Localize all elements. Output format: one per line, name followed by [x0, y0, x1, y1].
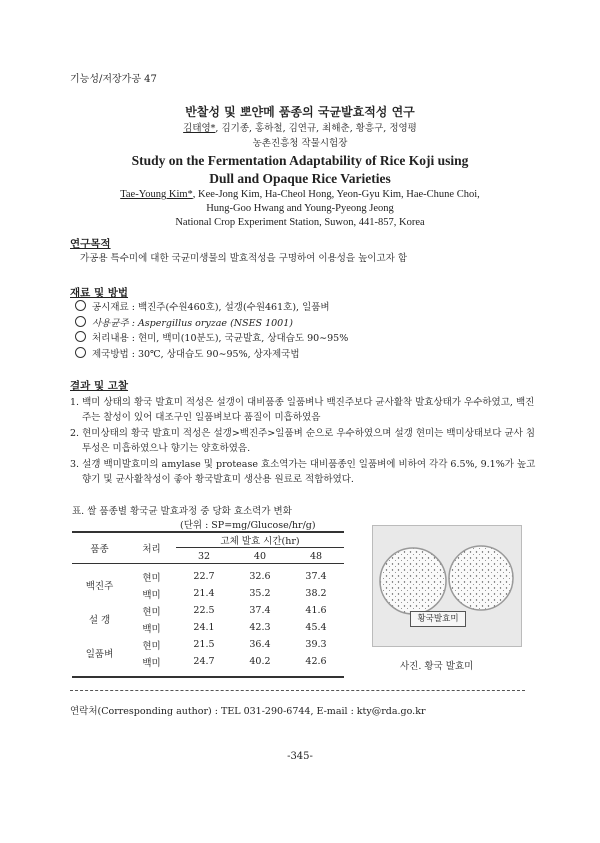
col-variety-header: 품종 — [90, 544, 109, 555]
methods-heading: 재료 및 방법 — [70, 287, 129, 299]
value-cell: 24.7 — [193, 656, 215, 667]
circle-bullet-icon — [75, 300, 86, 311]
korean-coauthors: , 김기종, 홍하철, 김연규, 최해춘, 황흥구, 정영평 — [215, 123, 417, 134]
value-cell: 32.6 — [249, 571, 271, 582]
col-time-header: 48 — [309, 550, 323, 562]
koji-photo — [372, 525, 522, 647]
korean-institution: 농촌진흥청 작물시험장 — [252, 138, 348, 149]
table-unit: (단위 : SP=mg/Glucose/hr/g) — [180, 520, 316, 531]
variety-cell: 설 갱 — [88, 615, 111, 626]
value-cell: 36.4 — [249, 639, 271, 650]
treatment-cell: 현미 — [142, 640, 161, 652]
corresponding-author: 연락처(Corresponding author) : TEL 031-290-6744, E-mail : kty@rda.go.kr — [70, 706, 426, 717]
value-cell: 21.5 — [193, 639, 215, 650]
results-item: 1. 백미 상태의 황국 발효미 적성은 설갱이 대비품종 일품벼나 백진주보다 균사활착 발효상태가 우수하였고, 백진주는 찰성이 있어 대조구인 일품벼보다 품질이 미흡하였음 — [70, 397, 535, 423]
results-list — [70, 395, 540, 488]
value-cell: 42.6 — [305, 656, 327, 667]
value-cell: 42.3 — [249, 622, 271, 633]
english-coauthors-line2: Hung-Goo Hwang and Young-Pyeong Jeong — [206, 203, 394, 214]
english-title — [0, 152, 600, 188]
treatment-cell: 백미 — [142, 589, 161, 601]
value-cell: 41.6 — [305, 605, 327, 616]
circle-bullet-icon — [75, 316, 86, 327]
right-dish — [449, 546, 513, 610]
english-institution: National Crop Experiment Station, Suwon, 441-857, Korea — [175, 217, 425, 228]
english-title-line2: Dull and Opaque Rice Varieties — [209, 171, 391, 186]
english-lead-author: Tae-Young Kim* — [120, 189, 193, 200]
col-time-header: 32 — [197, 550, 211, 562]
variety-cell: 백진주 — [85, 581, 114, 592]
page-number: -345- — [287, 751, 313, 762]
value-cell: 38.2 — [305, 588, 327, 599]
treatment-cell: 현미 — [142, 572, 161, 584]
value-cell: 37.4 — [249, 605, 271, 616]
treatment-cell: 백미 — [142, 657, 161, 669]
korean-authors — [0, 120, 600, 134]
page-header: 기능성/저장가공 47 — [70, 74, 157, 85]
circle-bullet-icon — [75, 331, 86, 342]
results-heading: 결과 및 고찰 — [70, 380, 129, 392]
value-cell: 45.4 — [305, 622, 327, 633]
value-cell: 35.2 — [249, 588, 271, 599]
english-title-line1: Study on the Fermentation Adaptability of Rice Koji using — [131, 153, 469, 168]
table-caption: 표. 쌀 품종별 황국균 발효과정 중 당화 효소력가 변화 — [72, 506, 292, 517]
footnote-separator — [70, 690, 525, 691]
results-item: 2. 현미상태의 황국 발효미 적성은 설갱>백진주>일품벼 순으로 우수하였으며 설갱 현미는 백미상태보다 균사 침투성은 미흡하였으나 향기는 양호하였음. — [70, 428, 536, 454]
table-bottom-rule — [72, 676, 344, 678]
value-cell: 21.4 — [193, 588, 215, 599]
col-time-group-header: 고체 발효 시간(hr) — [220, 536, 300, 547]
korean-title: 반찰성 및 뽀얀메 품종의 국균발효적성 연구 — [185, 105, 415, 119]
value-cell: 37.4 — [305, 571, 327, 582]
methods-item: 공시재료 : 백진주(수원460호), 설갱(수원461호), 일품벼 — [75, 300, 348, 316]
treatment-cell: 백미 — [142, 623, 161, 635]
value-cell: 39.3 — [305, 639, 327, 650]
methods-item: 사용균주 : Aspergillus oryzae (NSES 1001) — [75, 316, 348, 332]
variety-cell: 일품벼 — [85, 649, 114, 660]
value-cell: 22.5 — [193, 605, 215, 616]
enzyme-table — [72, 532, 344, 670]
methods-list — [75, 300, 348, 362]
results-item: 3. 설갱 백미발효미의 amylase 및 protease 효소역가는 대비품종인 일품벼에 비하여 각각 6.5%, 9.1%가 높고 향기 및 균사활착성이 좋아 황국발효미 생산용 원료로 적합하였다. — [70, 459, 536, 485]
left-dish — [380, 548, 446, 614]
objective-text: 가공용 특수미에 대한 국균미생물의 발효적성을 구명하여 이용성을 높이고자 함 — [80, 253, 408, 264]
table-row — [72, 568, 344, 585]
photo-caption: 사진. 황국 발효미 — [400, 661, 474, 672]
petri-dishes-image — [373, 526, 521, 646]
methods-item: 제국방법 : 30℃, 상대습도 90∼95%, 상자제국법 — [75, 347, 348, 363]
value-cell: 22.7 — [193, 571, 215, 582]
korean-lead-author: 김태영* — [183, 123, 216, 134]
english-coauthors-line1: , Kee-Jong Kim, Ha-Cheol Hong, Yeon-Gyu Kim, Hae-Chune Choi, — [192, 189, 480, 200]
circle-bullet-icon — [75, 347, 86, 358]
treatment-cell: 현미 — [142, 606, 161, 618]
methods-item: 처리내용 : 현미, 백미(10분도), 국균발효, 상대습도 90∼95% — [75, 331, 348, 347]
table-row — [72, 602, 344, 619]
objective-heading: 연구목적 — [70, 238, 111, 250]
col-treatment-header: 처리 — [142, 544, 161, 555]
value-cell: 40.2 — [249, 656, 271, 667]
english-authors — [0, 188, 600, 230]
col-time-header: 40 — [253, 550, 267, 562]
photo-label: 황국발효미 — [410, 611, 466, 627]
table-row — [72, 636, 344, 653]
value-cell: 24.1 — [193, 622, 215, 633]
